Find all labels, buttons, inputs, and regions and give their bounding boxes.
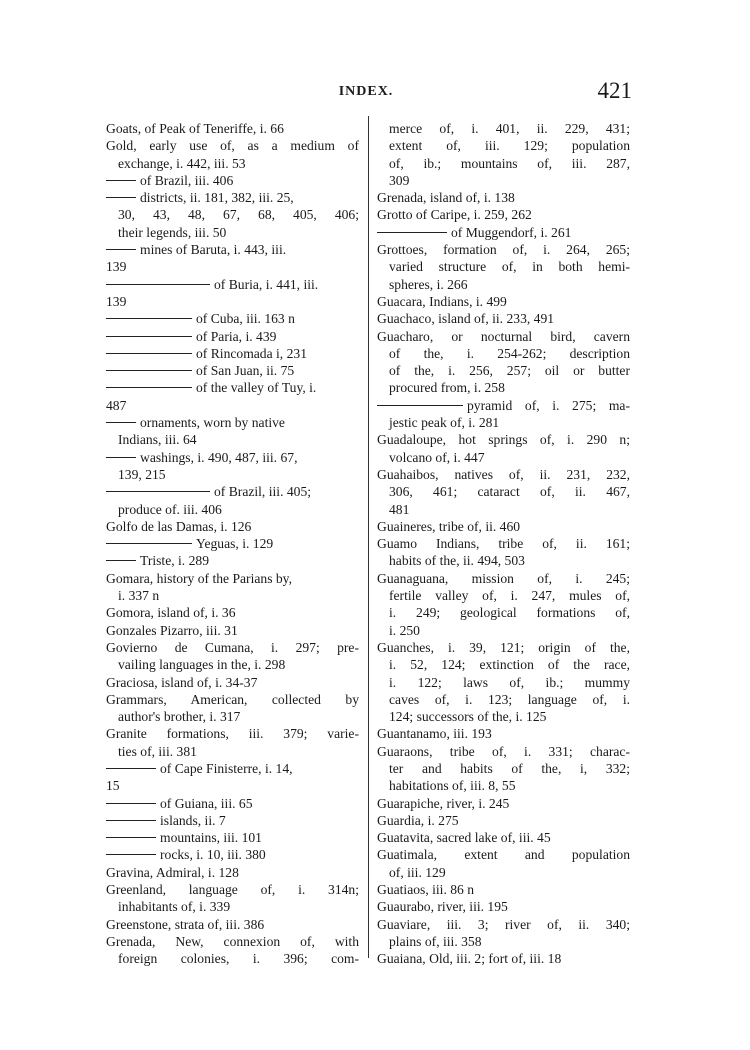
index-line-text: ornaments, worn by native [140, 415, 285, 431]
index-line [106, 518, 359, 535]
index-line-text: Guaurabo, river, iii. 195 [377, 899, 508, 915]
page-header [100, 78, 632, 106]
index-line [106, 604, 359, 621]
index-line [106, 639, 359, 656]
index-line-text: Gomora, island of, i. 36 [106, 605, 236, 621]
index-line-text: islands, ii. 7 [160, 812, 226, 828]
index-line [377, 535, 630, 552]
index-line-text: Graciosa, island of, i. 34-37 [106, 674, 258, 690]
index-line-text: washings, i. 490, 487, iii. 67, [140, 449, 298, 465]
index-line-text: pyramid of, i. 275; ma- [467, 397, 630, 413]
index-line [106, 933, 359, 950]
index-line [377, 189, 630, 206]
index-line-text: of the valley of Tuy, i. [196, 380, 317, 396]
index-line [106, 137, 359, 154]
ditto-dash [106, 837, 156, 838]
index-line [377, 258, 630, 275]
index-line [106, 466, 359, 483]
index-line [377, 916, 630, 933]
index-line [106, 293, 359, 310]
index-line-text: Gomara, history of the Parians by, [106, 570, 292, 586]
ditto-dash [106, 387, 192, 388]
index-line-text: districts, ii. 181, 382, iii. 25, [140, 190, 294, 206]
ditto-dash [106, 820, 156, 821]
index-line [377, 950, 630, 967]
index-line [377, 431, 630, 448]
ditto-dash [106, 180, 136, 181]
index-line [106, 864, 359, 881]
index-line [106, 760, 359, 777]
index-line-text: 139 [106, 259, 127, 275]
ditto-dash [377, 405, 463, 406]
index-line [377, 501, 630, 518]
index-line [377, 224, 630, 241]
index-line [377, 328, 630, 345]
index-line-text: author's brother, i. 317 [118, 709, 241, 725]
index-line-text: Granite formations, iii. 379; varie- [106, 726, 359, 742]
index-line [377, 881, 630, 898]
index-line-text: i. 250 [389, 622, 420, 638]
index-line-text: of Cuba, iii. 163 n [196, 311, 295, 327]
index-line [377, 777, 630, 794]
index-line [377, 812, 630, 829]
index-line [377, 518, 630, 535]
index-line [377, 483, 630, 500]
index-line-text: Greenstone, strata of, iii. 386 [106, 916, 265, 932]
ditto-dash [106, 803, 156, 804]
index-line-text: Goats, of Peak of Teneriffe, i. 66 [106, 121, 284, 136]
index-line [106, 622, 359, 639]
index-line [377, 846, 630, 863]
index-line [377, 397, 630, 414]
index-line-text: Guatavita, sacred lake of, iii. 45 [377, 830, 551, 846]
index-line [377, 933, 630, 950]
index-line-text: ties of, iii. 381 [118, 743, 197, 759]
index-line-text: Guarapiche, river, i. 245 [377, 795, 510, 811]
index-line [106, 743, 359, 760]
index-line [106, 276, 359, 293]
index-line [377, 466, 630, 483]
index-line [377, 760, 630, 777]
index-line-text: 15 [106, 778, 120, 794]
ditto-dash [106, 197, 136, 198]
index-line-text: 309 [389, 172, 410, 188]
index-line-text: of Guiana, iii. 65 [160, 795, 253, 811]
index-line-text: Yeguas, i. 129 [196, 536, 274, 552]
index-line [377, 864, 630, 881]
index-line [377, 206, 630, 223]
index-line-text: ter and habits of the, i, 332; [389, 760, 630, 776]
index-line [377, 725, 630, 742]
index-line [377, 795, 630, 812]
index-line [377, 345, 630, 362]
index-line-text: i. 122; laws of, ib.; mummy [389, 674, 630, 690]
index-line-text: Guaviare, iii. 3; river of, ii. 340; [377, 916, 630, 932]
index-line [106, 310, 359, 327]
index-line-text: Guadaloupe, hot springs of, i. 290 n; [377, 432, 630, 448]
index-line-text: Guaineres, tribe of, ii. 460 [377, 518, 521, 534]
index-line-text: Golfo de las Damas, i. 126 [106, 518, 252, 534]
index-line-text: of Cape Finisterre, i. 14, [160, 760, 293, 776]
index-line-text: exchange, i. 442, iii. 53 [118, 155, 246, 171]
index-line [377, 310, 630, 327]
index-line [106, 570, 359, 587]
index-line-text: volcano of, i. 447 [389, 449, 485, 465]
index-line [106, 674, 359, 691]
index-line-text: rocks, i. 10, iii. 380 [160, 847, 266, 863]
index-line-text: merce of, i. 401, ii. 229, 431; [389, 121, 630, 136]
index-line-text: Gonzales Pizarro, iii. 31 [106, 622, 238, 638]
index-line-text: of Muggendorf, i. 261 [451, 224, 572, 240]
index-line-text: 124; successors of the, i. 125 [389, 709, 547, 725]
index-line-text: Guanaguana, mission of, i. 245; [377, 570, 630, 586]
index-line [106, 881, 359, 898]
ditto-dash [106, 560, 136, 561]
index-line-text: produce of. iii. 406 [118, 501, 222, 517]
index-line [106, 501, 359, 518]
index-line-text: Guanches, i. 39, 121; origin of the, [377, 639, 630, 655]
index-line-text: Guachaco, island of, ii. 233, 491 [377, 311, 555, 327]
index-line [106, 587, 359, 604]
index-line [377, 172, 630, 189]
index-line-text: i. 52, 124; extinction of the race, [389, 657, 630, 673]
index-line-text: inhabitants of, i. 339 [118, 899, 231, 915]
index-line [106, 829, 359, 846]
index-line [377, 898, 630, 915]
index-line-text: Guaiana, Old, iii. 2; fort of, iii. 18 [377, 951, 562, 967]
index-line-text: Grenada, island of, i. 138 [377, 190, 515, 206]
index-line [377, 743, 630, 760]
index-line-text: Guacharo, or nocturnal bird, cavern [377, 328, 630, 344]
index-line-text: Grottoes, formation of, i. 264, 265; [377, 242, 630, 258]
index-line-text: 30, 43, 48, 67, 68, 405, 406; [118, 207, 359, 223]
index-line [377, 656, 630, 673]
index-line [377, 708, 630, 725]
index-line-text: of Paria, i. 439 [196, 328, 277, 344]
index-line-text: of San Juan, ii. 75 [196, 363, 295, 379]
ditto-dash [106, 422, 136, 423]
index-line [106, 155, 359, 172]
ditto-dash [106, 353, 192, 354]
index-line [377, 137, 630, 154]
index-line-text: foreign colonies, i. 396; com- [118, 951, 359, 967]
index-line [377, 552, 630, 569]
ditto-dash [106, 284, 210, 285]
index-line-text: fertile valley of, i. 247, mules of, [389, 588, 630, 604]
index-line [377, 449, 630, 466]
index-line [377, 604, 630, 621]
index-line [377, 829, 630, 846]
index-line [106, 777, 359, 794]
running-title: INDEX. [338, 84, 394, 99]
index-line [106, 172, 359, 189]
index-line [106, 362, 359, 379]
ditto-dash [106, 336, 192, 337]
index-line-text: Triste, i. 289 [140, 553, 209, 569]
index-line-text: spheres, i. 266 [389, 276, 468, 292]
index-line [106, 552, 359, 569]
index-line-text: Guaraons, tribe of, i. 331; charac- [377, 743, 630, 759]
index-line-text: habitations of, iii. 8, 55 [389, 778, 516, 794]
ditto-dash [106, 491, 210, 492]
index-line-text: their legends, iii. 50 [118, 224, 227, 240]
index-line-text: Guantanamo, iii. 193 [377, 726, 492, 742]
index-line-text: plains of, iii. 358 [389, 933, 482, 949]
index-line-text: 306, 461; cataract of, ii. 467, [389, 484, 630, 500]
index-line [377, 362, 630, 379]
index-line-text: vailing languages in the, i. 298 [118, 657, 286, 673]
index-line [106, 224, 359, 241]
index-line-text: jestic peak of, i. 281 [389, 415, 500, 431]
index-line-text: Guamo Indians, tribe of, ii. 161; [377, 536, 630, 552]
index-line-text: Gold, early use of, as a medium of [106, 138, 359, 154]
index-line-text: 481 [389, 501, 410, 517]
index-line-text: of, ib.; mountains of, iii. 287, [389, 155, 630, 171]
index-line-text: of Buria, i. 441, iii. [214, 276, 319, 292]
index-line [106, 397, 359, 414]
index-line [106, 950, 359, 967]
index-line-text: 139 [106, 293, 127, 309]
ditto-dash [106, 370, 192, 371]
index-line-text: Guatiaos, iii. 86 n [377, 882, 475, 898]
index-line-text: Guahaibos, natives of, ii. 231, 232, [377, 466, 630, 482]
index-line [377, 691, 630, 708]
index-line-text: of the, i. 256, 257; oil or butter [389, 363, 630, 379]
index-line-text: Grammars, American, collected by [106, 691, 359, 707]
index-line-text: Govierno de Cumana, i. 297; pre- [106, 639, 359, 655]
index-line [106, 483, 359, 500]
index-line [106, 206, 359, 223]
index-line [106, 812, 359, 829]
index-line [377, 379, 630, 396]
index-line [106, 449, 359, 466]
index-line-text: Guacara, Indians, i. 499 [377, 293, 507, 309]
index-column-left [106, 120, 359, 968]
index-line-text: i. 337 n [118, 588, 160, 604]
index-line [106, 414, 359, 431]
ditto-dash [106, 249, 136, 250]
index-line-text: Gravina, Admiral, i. 128 [106, 864, 239, 880]
index-line [106, 241, 359, 258]
index-line [106, 345, 359, 362]
index-line [106, 535, 359, 552]
ditto-dash [106, 318, 192, 319]
index-line-text: Grenada, New, connexion of, with [106, 933, 359, 949]
index-line-text: of, iii. 129 [389, 864, 446, 880]
index-line [106, 846, 359, 863]
ditto-dash [106, 854, 156, 855]
column-divider [368, 116, 369, 958]
index-line [106, 431, 359, 448]
index-line [377, 674, 630, 691]
index-line [106, 708, 359, 725]
index-line [377, 241, 630, 258]
ditto-dash [106, 457, 136, 458]
index-line-text: caves of, i. 123; language of, i. [389, 691, 630, 707]
index-line-text: procured from, i. 258 [389, 380, 505, 396]
index-line [106, 725, 359, 742]
index-line-text: 487 [106, 397, 127, 413]
index-line [106, 379, 359, 396]
index-line [106, 795, 359, 812]
index-line-text: of Brazil, iii. 405; [214, 484, 312, 500]
index-line-text: habits of the, ii. 494, 503 [389, 553, 525, 569]
index-line-text: 139, 215 [118, 466, 166, 482]
index-line [377, 155, 630, 172]
index-line [106, 120, 359, 137]
index-line [377, 414, 630, 431]
index-line-text: extent of, iii. 129; population [389, 138, 630, 154]
index-column-right [377, 120, 630, 968]
index-line [106, 916, 359, 933]
index-line [377, 622, 630, 639]
index-line-text: of Rincomada i, 231 [196, 345, 307, 361]
index-line-text: Guardia, i. 275 [377, 812, 459, 828]
index-line-text: of the, i. 254-262; description [389, 345, 630, 361]
index-line [377, 639, 630, 656]
index-line-text: Indians, iii. 64 [118, 432, 197, 448]
index-line-text: of Brazil, iii. 406 [140, 172, 234, 188]
index-line-text: Grotto of Caripe, i. 259, 262 [377, 207, 532, 223]
page-number: 421 [597, 78, 632, 103]
index-line [377, 120, 630, 137]
index-line [377, 276, 630, 293]
index-line [377, 293, 630, 310]
ditto-dash [106, 543, 192, 544]
index-line [106, 691, 359, 708]
index-line [106, 328, 359, 345]
index-line-text: mountains, iii. 101 [160, 830, 262, 846]
ditto-dash [377, 232, 447, 233]
index-line-text: mines of Baruta, i. 443, iii. [140, 242, 287, 258]
ditto-dash [106, 768, 156, 769]
index-line [377, 587, 630, 604]
index-line [377, 570, 630, 587]
index-line [106, 189, 359, 206]
index-line [106, 656, 359, 673]
index-line-text: Greenland, language of, i. 314n; [106, 882, 359, 898]
index-line-text: varied structure of, in both hemi- [389, 259, 630, 275]
index-line-text: i. 249; geological formations of, [389, 605, 630, 621]
index-line [106, 898, 359, 915]
index-line [106, 258, 359, 275]
index-line-text: Guatimala, extent and population [377, 847, 630, 863]
